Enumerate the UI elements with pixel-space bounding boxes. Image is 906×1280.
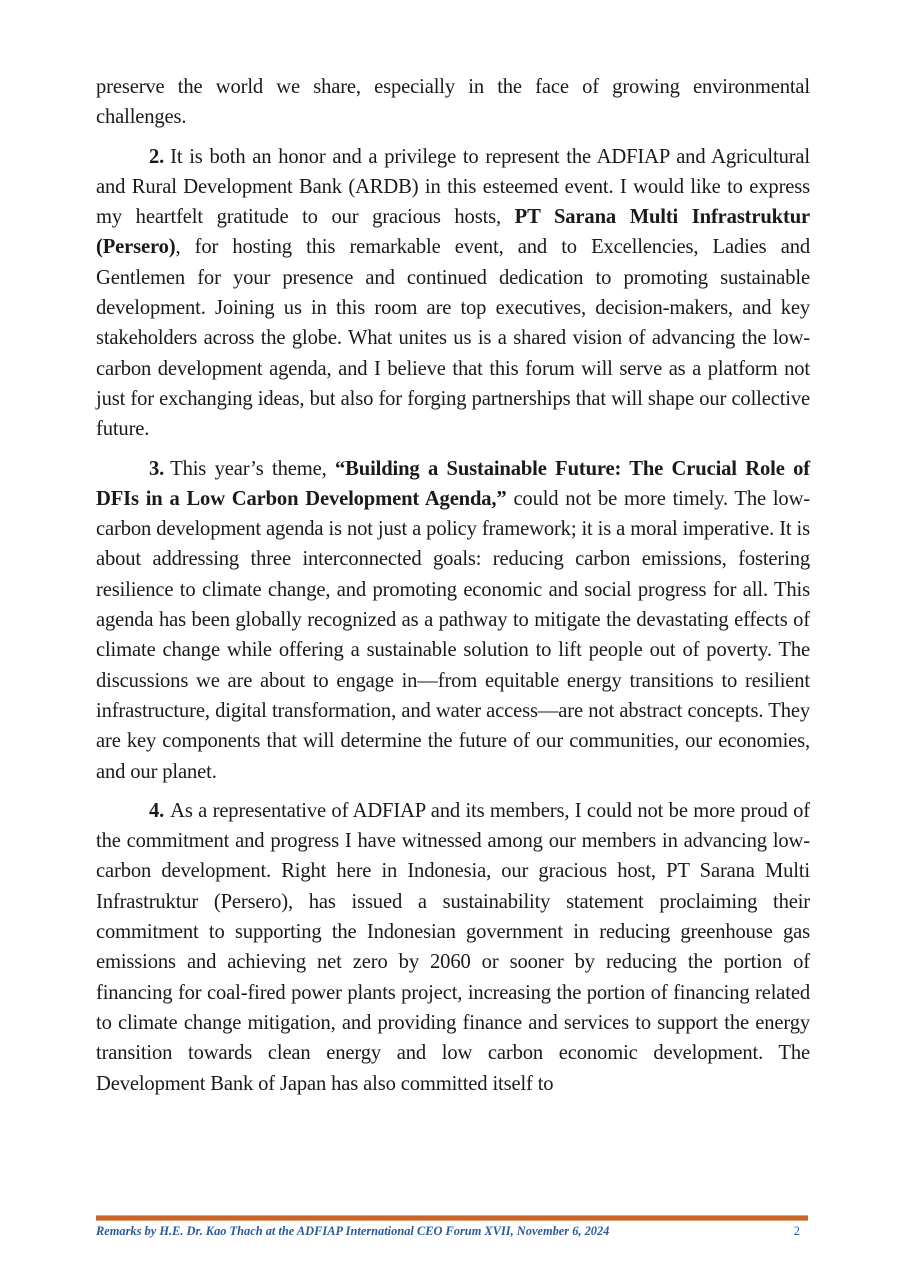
paragraph-number: 4. — [149, 799, 165, 822]
paragraph-number: 2. — [149, 145, 165, 168]
paragraph-number: 3. — [149, 457, 165, 480]
paragraph-text: It is both an honor and a privilege to represent the ADFIAP and Agricultural and Rural Development Bank (ARDB) in this esteemed event. I would like to express my heartfelt gratitude to our gracious hosts, — [96, 145, 810, 229]
footer-caption: Remarks by H.E. Dr. Kao Thach at the ADFIAP International CEO Forum XVII, November 6, 2024 — [96, 1224, 610, 1238]
paragraph-text: could not be more timely. The low-carbon development agenda is not just a policy framework; it is a moral imperative. It is about addressing three interconnected goals: reducing carbon emissions, fostering resilience to climate change, and promoting economic and social progress for all. This agenda has been globally recognized as a pathway to mitigate the devastating effects of climate change while offering a sustainable solution to lift people out of poverty. The discussions we are about to engage in—from equitable energy transitions to resilient infrastructure, digital transformation, and water access—are not abstract concepts. They are key components that will determine the future of our communities, our economies, and our planet. — [96, 487, 811, 783]
paragraph-2 — [96, 142, 810, 445]
paragraph-3 — [96, 454, 810, 787]
footer-divider — [96, 1215, 808, 1221]
paragraph-text: As a representative of ADFIAP and its members, I could not be more proud of the commitment and progress I have witnessed among our members in advancing low-carbon development. Right here in Indonesia, our gracious host, PT Sarana Multi Infrastruktur (Persero), has issued a sustainability statement proclaiming their commitment to supporting the Indonesian government in reducing greenhouse gas emissions and achieving net zero by 2060 or sooner by reducing the portion of financing for coal-fired power plants project, increasing the portion of financing related to climate change mitigation, and providing finance and services to support the energy transition towards clean energy and low carbon economic development. The Development Bank of Japan has also committed itself to — [96, 799, 810, 1095]
paragraph-text: This year’s theme, — [170, 457, 336, 480]
paragraph-1 — [96, 72, 810, 133]
paragraph-text: preserve the world we share, especially in the face of growing environmental challenges. — [96, 76, 810, 129]
host-name-bold: PT Sarana Multi Infrastruktur (Persero) — [96, 206, 810, 259]
theme-title-bold: “Building a Sustainable Future: The Crucial Role of DFIs in a Low Carbon Development Agenda,” — [96, 457, 810, 510]
page-footer — [96, 1224, 808, 1239]
page-body — [96, 72, 810, 1108]
paragraph-text: , for hosting this remarkable event, and to Excellencies, Ladies and Gentlemen for your presence and continued dedication to promoting sustainable development. Joining us in this room are top executives, decision-makers, and key stakeholders across the globe. What unites us is a shared vision of advancing the low-carbon development agenda, and I believe that this forum will serve as a platform not just for exchanging ideas, but also for forging partnerships that will shape our collective future. — [96, 236, 810, 441]
page-number: 2 — [793, 1224, 800, 1238]
paragraph-4 — [96, 796, 810, 1099]
